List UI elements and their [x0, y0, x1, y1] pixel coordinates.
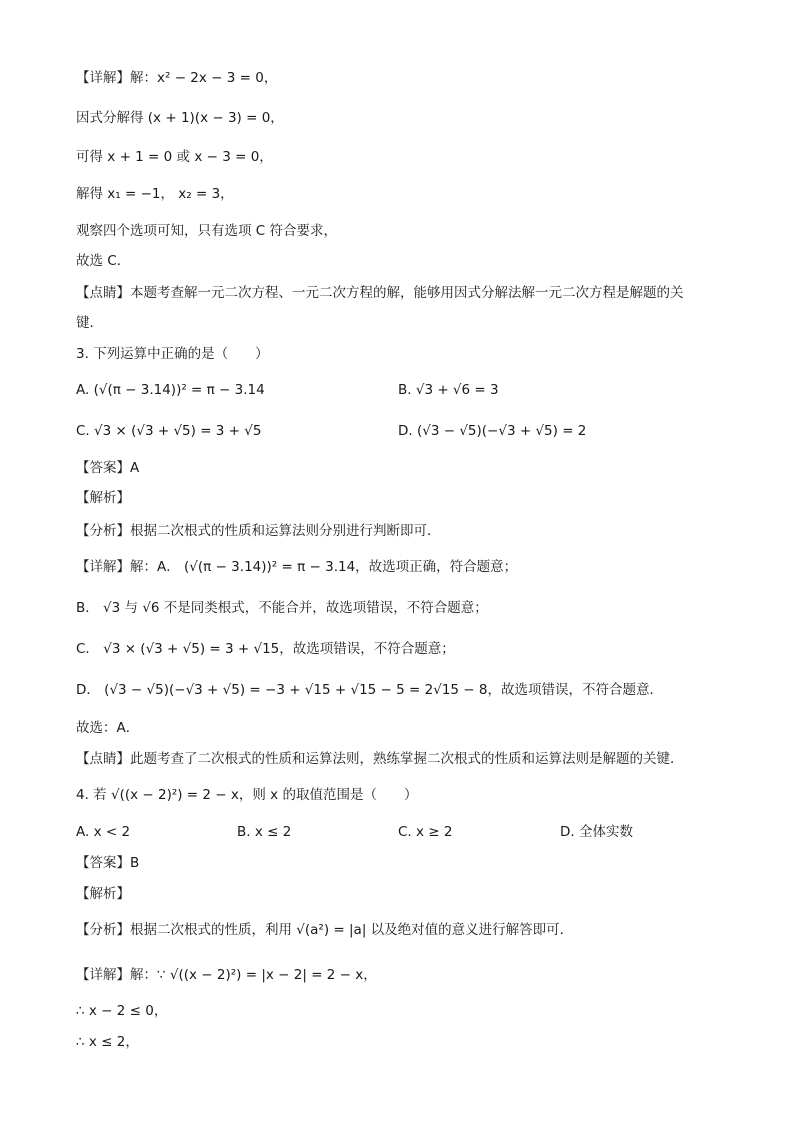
- q4-answer: 【答案】B: [76, 855, 140, 871]
- line-8: 键．: [76, 315, 103, 331]
- line-2: 因式分解得 (x + 1)(x − 3) = 0，: [76, 110, 284, 126]
- line-4: 解得 x₁ = −1， x₂ = 3，: [76, 186, 234, 202]
- q4-option-a: A. x < 2: [76, 824, 131, 840]
- q3-detail-d: D． (√3 − √5)(−√3 + √5) = −3 + √15 + √15 − 5 = 2√15 − 8，故选项错误，不符合题意．: [76, 682, 663, 698]
- line-5: 观察四个选项可知，只有选项 C 符合要求，: [76, 223, 338, 239]
- q3-analysis: 【分析】根据二次根式的性质和运算法则分别进行判断即可．: [76, 523, 441, 539]
- q3-detail-a: 【详解】解：A． (√(π − 3.14))² = π − 3.14，故选项正确，符合题意；: [76, 559, 518, 575]
- q4-option-d: D. 全体实数: [560, 824, 633, 840]
- q4-analysis: 【分析】根据二次根式的性质，利用 √(a²) = |a| 以及绝对值的意义进行解答即可．: [76, 922, 574, 938]
- question-3: 3. 下列运算中正确的是（ ）: [76, 346, 269, 362]
- q4-step-2: ∴ x ≤ 2，: [76, 1034, 139, 1050]
- question-4: 4. 若 √((x − 2)²) = 2 − x，则 x 的取值范围是（ ）: [76, 787, 418, 803]
- q4-detail: 【详解】解：∵ √((x − 2)²) = |x − 2| = 2 − x，: [76, 967, 377, 983]
- q3-answer: 【答案】A: [76, 460, 140, 476]
- line-3: 可得 x + 1 = 0 或 x − 3 = 0，: [76, 149, 273, 165]
- q4-option-b: B. x ≤ 2: [237, 824, 292, 840]
- q3-note: 【点睛】此题考查了二次根式的性质和运算法则，熟练掌握二次根式的性质和运算法则是解题的关键．: [76, 751, 684, 767]
- q4-option-c: C. x ≥ 2: [398, 824, 453, 840]
- q3-option-d: D. (√3 − √5)(−√3 + √5) = 2: [398, 423, 587, 439]
- q3-option-b: B. √3 + √6 = 3: [398, 382, 499, 398]
- line-1: 【详解】解：x² − 2x − 3 = 0，: [76, 70, 278, 86]
- q3-option-a: A. (√(π − 3.14))² = π − 3.14: [76, 382, 265, 398]
- line-7: 【点睛】本题考查解一元二次方程、一元二次方程的解，能够用因式分解法解一元二次方程是解题的关: [76, 285, 684, 301]
- q3-detail-c: C． √3 × (√3 + √5) = 3 + √15，故选项错误，不符合题意；: [76, 641, 455, 657]
- q3-choose: 故选：A．: [76, 720, 140, 736]
- q3-analysis-heading: 【解析】: [76, 490, 130, 506]
- q4-step-1: ∴ x − 2 ≤ 0，: [76, 1003, 168, 1019]
- q4-analysis-heading: 【解析】: [76, 886, 130, 902]
- q3-option-c: C. √3 × (√3 + √5) = 3 + √5: [76, 423, 262, 439]
- line-6: 故选 C．: [76, 253, 131, 269]
- q3-detail-b: B． √3 与 √6 不是同类根式，不能合并，故选项错误，不符合题意；: [76, 600, 488, 616]
